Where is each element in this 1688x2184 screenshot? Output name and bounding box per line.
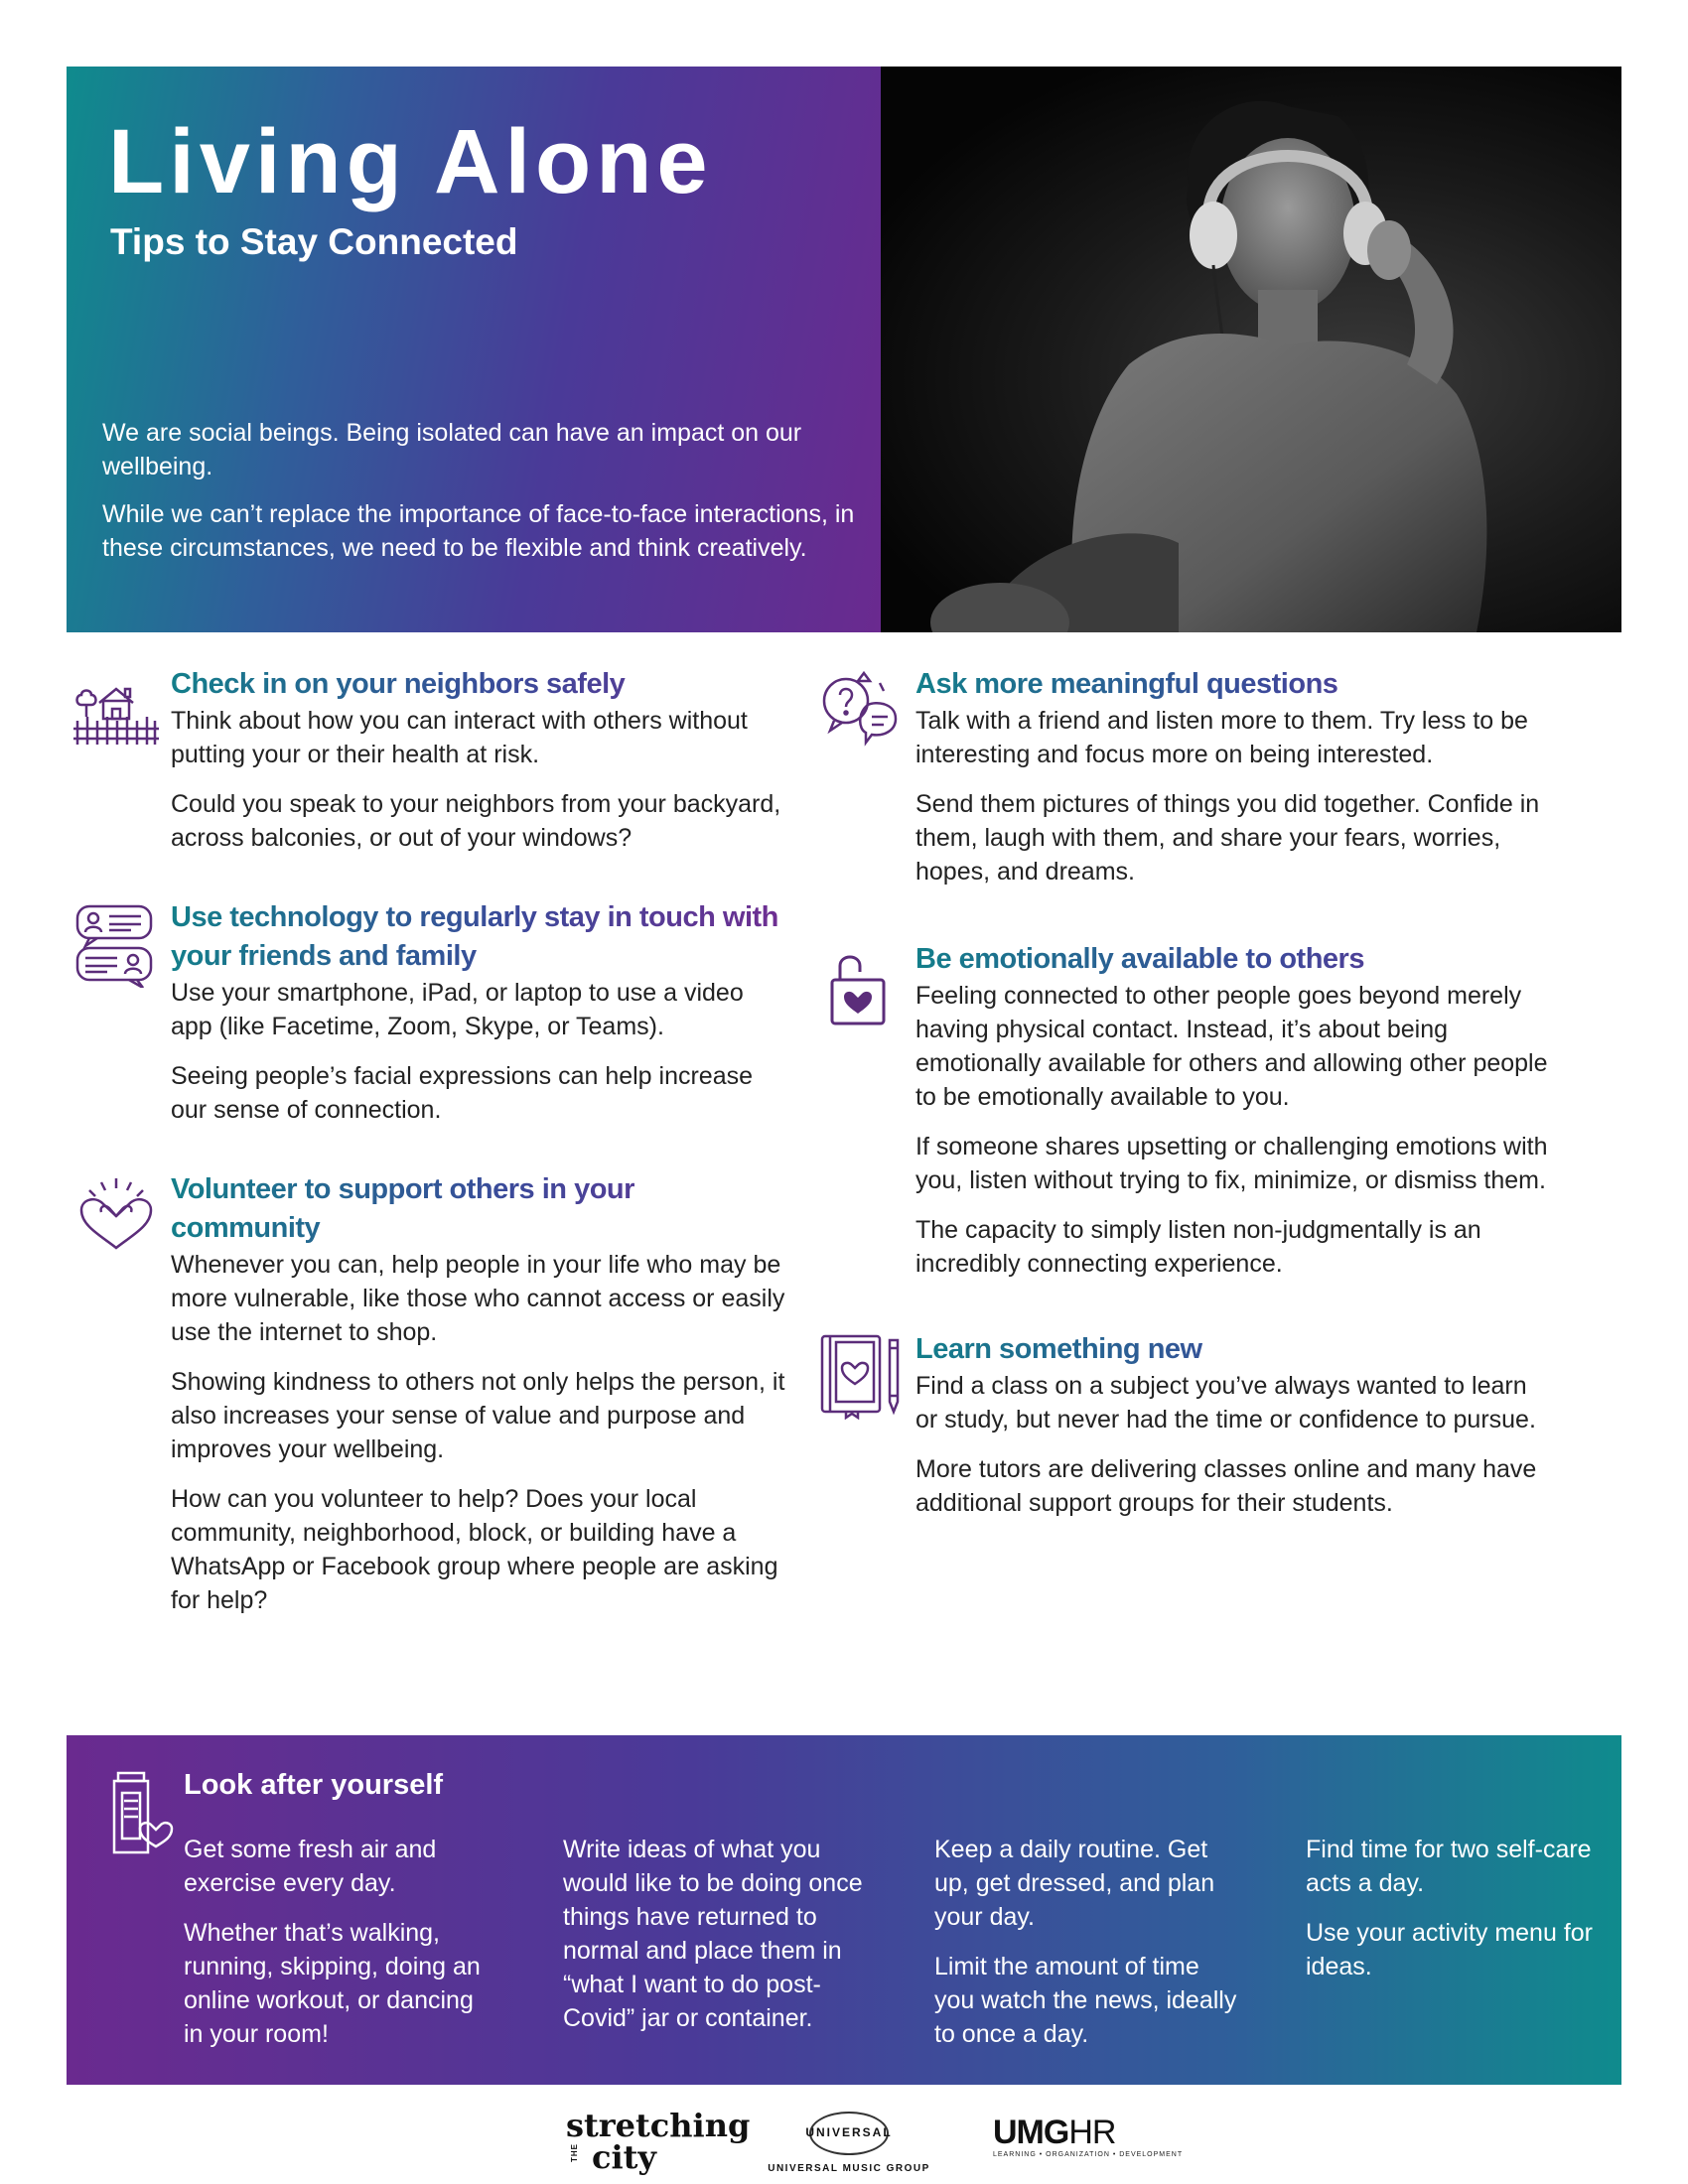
logo-text: city	[592, 2138, 657, 2176]
tip-paragraph: If someone shares upsetting or challenging emotions with you, listen without trying to fix, minimize, or dismiss them.	[915, 1133, 1548, 1194]
tip-title: Be emotionally available to others	[915, 940, 1551, 979]
intro-paragraph: We are social beings. Being isolated can have an impact on our wellbeing.	[102, 419, 802, 480]
self-care-paragraph: Use your activity menu for ideas.	[1306, 1919, 1593, 1980]
self-care-band	[67, 1735, 1621, 2085]
page-title: Living Alone	[108, 111, 713, 212]
tip-paragraph: More tutors are delivering classes online and many have additional support groups for their students.	[915, 1455, 1537, 1517]
tips-right-column	[816, 665, 1551, 1520]
self-care-column	[184, 1833, 482, 2051]
open-heart-lock-graphic	[816, 940, 906, 1029]
open-heart-lock-icon	[816, 940, 915, 1034]
tip-title: Learn something new	[915, 1330, 1551, 1369]
tip-paragraph: Find a class on a subject you’ve always wanted to learn or study, but never had the time or confidence to pursue.	[915, 1372, 1536, 1433]
stretching-the-city-logo	[566, 2107, 751, 2176]
tip-meaningful-questions	[816, 665, 1551, 888]
self-care-icon	[104, 1767, 174, 1856]
universal-music-group-logo	[755, 2110, 943, 2179]
tip-title: Ask more meaningful questions	[915, 665, 1551, 704]
logo-text: stretching	[566, 2107, 751, 2144]
hero-banner	[67, 67, 1621, 632]
hero-text-panel	[67, 67, 881, 632]
tips-left-column	[71, 665, 786, 1617]
tip-paragraph: Whenever you can, help people in your life who may be more vulnerable, like those who cannot access or easily use the internet to shop.	[171, 1251, 785, 1346]
house-fence-icon	[71, 665, 171, 759]
logo-text-hr: HR	[1068, 2114, 1116, 2151]
logo-text: THE	[570, 2143, 579, 2162]
self-care-paragraph: Find time for two self-care acts a day.	[1306, 1836, 1592, 1897]
self-care-paragraph: Keep a daily routine. Get up, get dressed, and plan your day.	[934, 1836, 1215, 1931]
question-bubbles-graphic	[816, 665, 906, 754]
heart-hands-icon	[71, 1170, 171, 1265]
question-bubbles-icon	[816, 665, 915, 759]
book-pencil-graphic	[816, 1330, 906, 1420]
logo-text: UNIVERSAL MUSIC GROUP	[768, 2163, 930, 2174]
tip-paragraph: Use your smartphone, iPad, or laptop to use a video app (like Facetime, Zoom, Skype, or Teams).	[171, 979, 744, 1040]
tip-paragraph: How can you volunteer to help? Does your local community, neighborhood, block, or building have a WhatsApp or Facebook group where people are asking for help?	[171, 1485, 778, 1614]
tip-volunteer	[71, 1170, 786, 1617]
book-pencil-icon	[816, 1330, 915, 1425]
tip-title: Volunteer to support others in your community	[171, 1170, 786, 1248]
tip-paragraph: Showing kindness to others not only helps the person, it also increases your sense of value and purpose and improves your wellbeing.	[171, 1368, 785, 1463]
house-fence-graphic	[71, 665, 161, 754]
woman-headphones-photo	[881, 67, 1621, 632]
page-subtitle: Tips to Stay Connected	[110, 221, 518, 262]
umg-hr-logo	[993, 2116, 1183, 2158]
chat-bubbles-graphic	[71, 898, 161, 988]
tip-title: Use technology to regularly stay in touch with your friends and family	[171, 898, 786, 976]
self-care-paragraph: Whether that’s walking, running, skipping, doing an online workout, or dancing in your room!	[184, 1919, 481, 2048]
self-care-paragraph: Get some fresh air and exercise every day.	[184, 1836, 437, 1897]
tip-paragraph: Send them pictures of things you did together. Confide in them, laugh with them, and share your fears, worries, hopes, and dreams.	[915, 790, 1540, 886]
logo-text	[993, 2116, 1183, 2149]
heart-hands-graphic	[71, 1170, 161, 1260]
tip-check-neighbors	[71, 665, 786, 855]
tip-paragraph: Could you speak to your neighbors from your backyard, across balconies, or out of your windows?	[171, 790, 781, 852]
tip-paragraph: Talk with a friend and listen more to them. Try less to be interesting and focus more on being interested.	[915, 707, 1528, 768]
tip-paragraph: The capacity to simply listen non-judgmentally is an incredibly connecting experience.	[915, 1216, 1481, 1278]
chat-bubbles-icon	[71, 898, 171, 993]
tip-title: Check in on your neighbors safely	[171, 665, 786, 704]
logo-tagline: LEARNING • ORGANIZATION • DEVELOPMENT	[993, 2151, 1184, 2158]
tip-emotionally-available	[816, 940, 1551, 1281]
logo-text: UNIVERSAL	[805, 2125, 893, 2139]
intro-text	[102, 416, 857, 565]
woman-headphones-illustration	[881, 67, 1621, 632]
self-care-title: Look after yourself	[184, 1769, 444, 1801]
self-care-paragraph: Limit the amount of time you watch the news, ideally to once a day.	[934, 1953, 1237, 2048]
self-care-column	[934, 1833, 1242, 2051]
tip-paragraph: Seeing people’s facial expressions can help increase our sense of connection.	[171, 1062, 754, 1124]
tip-paragraph: Feeling connected to other people goes beyond merely having physical contact. Instead, it’s about being emotionally available for others and allowing other people to be emotionally available to you.	[915, 982, 1548, 1111]
footer-logos	[0, 2107, 1688, 2179]
self-care-paragraph: Write ideas of what you would like to be doing once things have returned to normal and place them in “what I want to do post-Covid” jar or container.	[563, 1836, 863, 2032]
self-care-column	[1306, 1833, 1604, 1983]
tip-use-technology	[71, 898, 786, 1127]
self-care-column	[563, 1833, 871, 2035]
tip-learn-something	[816, 1330, 1551, 1520]
tip-paragraph: Think about how you can interact with others without putting your or their health at risk.	[171, 707, 748, 768]
logo-text-umg: UMG	[993, 2114, 1069, 2151]
intro-paragraph: While we can’t replace the importance of face-to-face interactions, in these circumstances, we need to be flexible and think creatively.	[102, 500, 855, 562]
